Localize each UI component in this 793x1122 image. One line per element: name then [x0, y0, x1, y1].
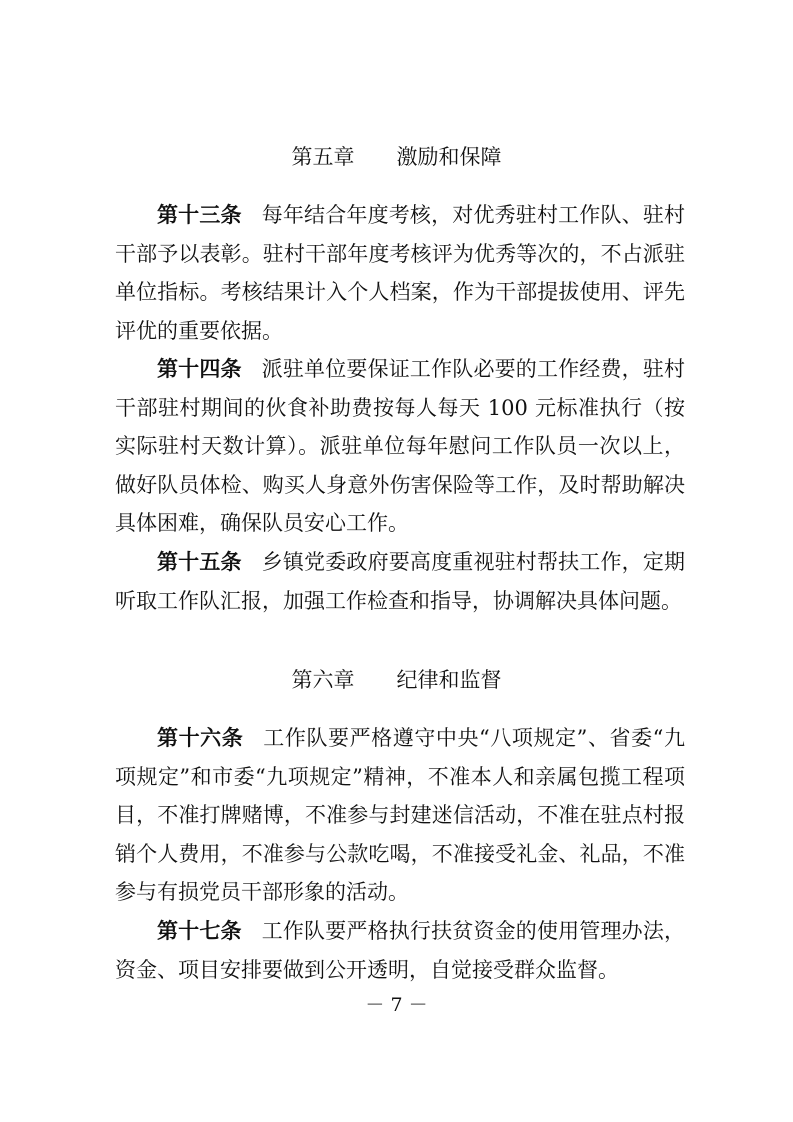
article-text: 工作队要严格遵守中央“八项规定”、省委“九项规定”和市委“九项规定”精神，不准本人和亲属包揽工程项目，不准打牌赌博，不准参与封建迷信活动，不准在驻点村报销个人费用，不准参与公款吃喝，不准接受礼金、礼品，不准参与有损党员干部形象的活动。	[115, 726, 685, 904]
article-text: 每年结合年度考核，对优秀驻村工作队、驻村干部予以表彰。驻村干部年度考核评为优秀等次的，不占派驻单位指标。考核结果计入个人档案，作为干部提拔使用、评先评优的重要依据。	[115, 203, 686, 343]
chapter-heading-5: 第五章 激励和保障	[291, 145, 502, 169]
article-label: 第十七条	[157, 919, 242, 943]
article-text: 派驻单位要保证工作队必要的工作经费，驻村干部驻村期间的伙食补助费按每人每天 100 元标准执行（按实际驻村天数计算）。派驻单位每年慰问工作队员一次以上，做好队员体检、购买人身意外伤害保险等工作，及时帮助解决具体困难，确保队员安心工作。	[115, 357, 686, 535]
chapter-heading-6: 第六章 纪律和监督	[291, 668, 502, 692]
article-label: 第十五条	[157, 550, 242, 574]
article-label: 第十三条	[157, 203, 242, 227]
article-13	[115, 196, 685, 350]
article-label: 第十六条	[157, 726, 244, 750]
article-label: 第十四条	[157, 357, 242, 381]
article-text: 工作队要严格执行扶贫资金的使用管理办法，资金、项目安排要做到公开透明，自觉接受群众监督。	[115, 919, 686, 982]
article-text: 乡镇党委政府要高度重视驻村帮扶工作，定期听取工作队汇报，加强工作检查和指导，协调解决具体问题。	[115, 550, 686, 613]
article-16	[115, 719, 685, 912]
article-14	[115, 350, 685, 543]
page-number: － 7 －	[365, 994, 428, 1016]
article-15	[115, 543, 685, 620]
article-17	[115, 912, 685, 989]
